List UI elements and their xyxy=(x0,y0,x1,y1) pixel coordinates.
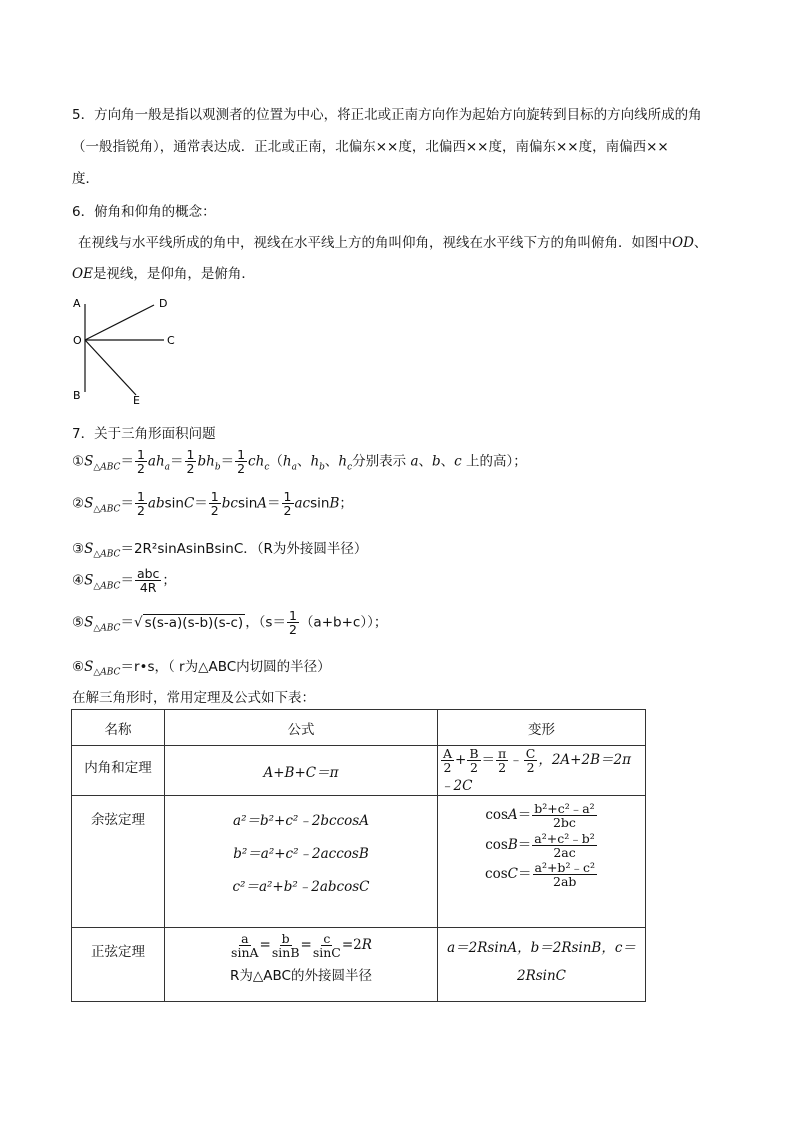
p5-line3: 度． xyxy=(72,171,99,187)
label-e: E xyxy=(133,394,140,407)
row1-formula: A+B+C＝π xyxy=(165,746,438,796)
table-intro: 在解三角形时，常用定理及公式如下表： xyxy=(72,690,315,706)
formula-4: $④S_{\triangle ABC}=$ $\frac{\text{abc}}{4R}$ ； xyxy=(72,566,176,596)
row3-variant-line2: 2RsinC xyxy=(516,968,567,985)
label-b: B xyxy=(73,389,81,402)
p7-title: 7．关于三角形面积问题 xyxy=(72,426,216,442)
f5-paren: ，（s＝ xyxy=(245,614,286,631)
row3-formula: $\frac{a}{\sin A}$ = $\frac{b}{\sin B}$ = $\frac{c}{\sin C}$ =2R R为△ABC的外接圆半径 xyxy=(165,928,438,1002)
line-oe xyxy=(85,340,136,395)
p6-sep: 、 xyxy=(693,235,708,251)
formula-2: $②S_{\triangle ABC}=$ $\frac{1}{2}$ absinC＝ $\frac{1}{2}$ bcsinA＝ $\frac{1}{2}$ acsinB； xyxy=(72,489,353,519)
table-row xyxy=(72,796,646,928)
header-formula: 公式 xyxy=(165,710,438,746)
f1-note-pre: （ xyxy=(269,453,283,470)
p6-text-a: 在视线与水平线所成的角中，视线在水平线上方的角叫仰角，视线在水平线下方的角叫俯角．如图中 xyxy=(78,235,672,251)
p5-line1: 5．方向角一般是指以观测者的位置为中心，将正北或正南方向作为起始方向旋转到目标的方向线所成的角 xyxy=(72,107,702,123)
cos-law-c: c²＝a²+b²﹣2abcosC xyxy=(232,879,370,896)
row2-name: 余弦定理 xyxy=(72,796,165,928)
row3-name: 正弦定理 xyxy=(72,928,165,1002)
table-row xyxy=(72,928,646,1002)
formula-5: $⑤S_{\triangle ABC}=√$ s(s-a)(s-b)(s-c) ，（s＝ $\frac{1}{2}$ （a+b+c））； xyxy=(72,608,388,638)
table-row xyxy=(72,746,646,796)
line-od xyxy=(85,305,154,340)
label-a: A xyxy=(73,297,81,310)
f6-text: ＝r•s，（ r为△ABC内切圆的半径） xyxy=(120,659,331,675)
row3-variant xyxy=(438,928,646,1002)
table-header-row xyxy=(72,710,646,746)
p6-text-line1 xyxy=(78,231,707,251)
f3-text: 2R²sinAsinBsinC．（R为外接圆半径） xyxy=(133,541,368,557)
p6-oe: OE xyxy=(72,266,93,282)
angle-diagram xyxy=(66,292,186,407)
cos-law-a: a²＝b²+c²﹣2bccosA xyxy=(233,813,369,830)
row1-variant: $\frac{A}{2}$ + $\frac{B}{2}$ ＝ $\frac{\pi}{2}$ ﹣ $\frac{C}{2}$ ，2A+2B＝2π﹣2C xyxy=(438,746,646,796)
f1-note-post: 分别表示 xyxy=(352,453,407,470)
label-d: D xyxy=(159,297,168,310)
header-variant: 变形 xyxy=(438,710,646,746)
label-c: C xyxy=(167,334,175,347)
formula-table xyxy=(71,709,646,1002)
row3-note: R为△ABC的外接圆半径 xyxy=(230,967,372,984)
formula-6: $⑥S_{\triangle ABC}=r•s$，（ r为△ABC内切圆的半径） xyxy=(72,659,331,678)
p6-text-b: 是视线，是仰角，是俯角． xyxy=(92,266,255,282)
cos-law-b: b²＝a²+c²﹣2accosB xyxy=(233,846,369,863)
row3-variant-line1: a＝2RsinA，b＝2RsinB，c＝ xyxy=(447,940,636,957)
formula-3: $③S_{\triangle ABC}=2R^2sinAsinBsinC$．（R为外接圆半径） xyxy=(72,541,368,560)
p6-text-line2 xyxy=(72,262,255,282)
p6-od: OD xyxy=(672,235,694,251)
f5-end: （a+b+c））； xyxy=(299,614,388,631)
label-o: O xyxy=(73,334,82,347)
formula-1: $①S_{\triangle ABC}=$ $\frac{1}{2}$ $ah_a=$ $\frac{1}{2}$ $bh_b=$ $\frac{1}{2}$ $ch_c(h_a$、$h_b$、$h_c$分别表示 a、b、c 上的高）； xyxy=(72,447,527,477)
row2-variant: cosA＝ $\frac{\text{b²+c²﹣a²}}{2bc}$ cosB＝ $\frac{\text{a²+c²﹣b²}}{2ac}$ cosC＝ $\frac{\text{a²+b²﹣c²}}{2ab}$ xyxy=(438,796,646,928)
f1-note-end: 上的高）； xyxy=(466,453,527,470)
row2-formulas xyxy=(165,796,438,928)
p5-line2: （一般指锐角），通常表达成．正北或正南，北偏东××度，北偏西××度，南偏东××度，南偏西×× xyxy=(72,139,669,155)
p6-title: 6．俯角和仰角的概念： xyxy=(72,204,216,220)
row1-name: 内角和定理 xyxy=(72,746,165,796)
header-name: 名称 xyxy=(72,710,165,746)
